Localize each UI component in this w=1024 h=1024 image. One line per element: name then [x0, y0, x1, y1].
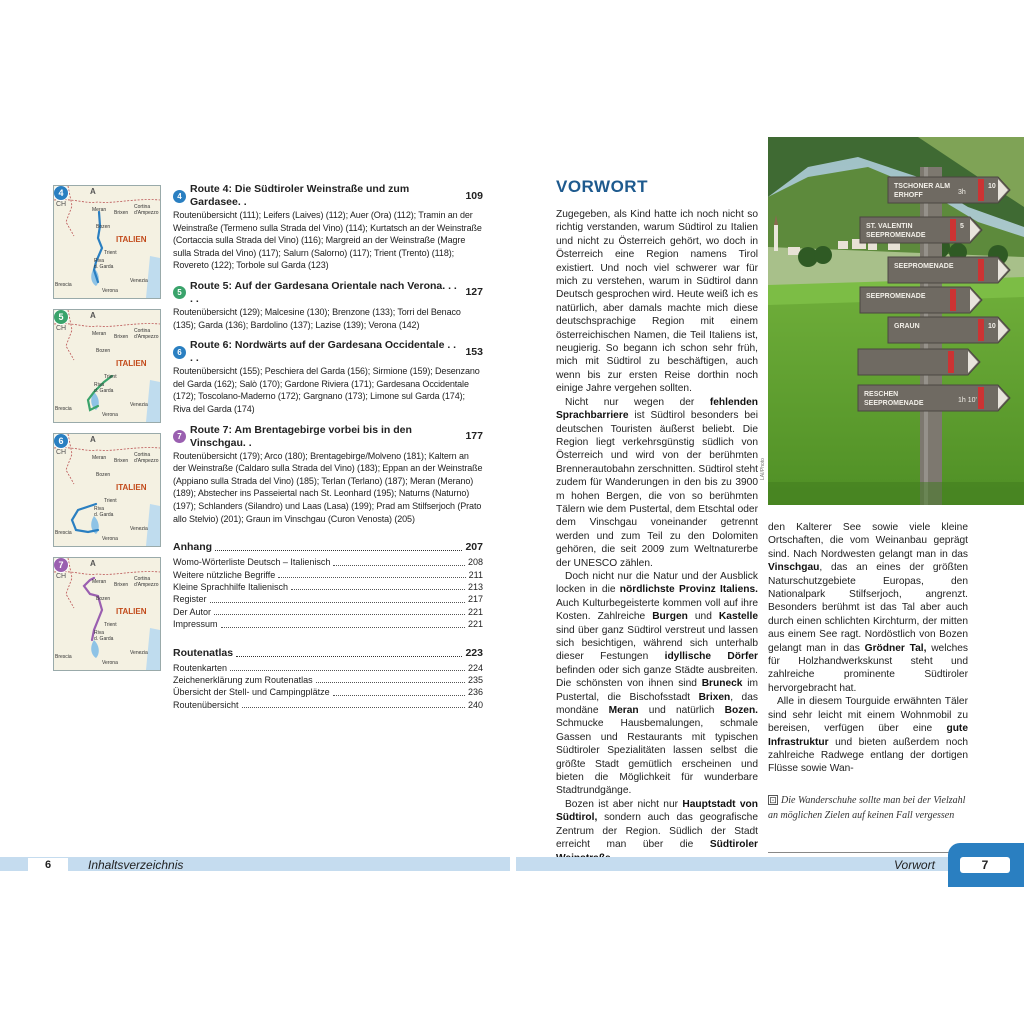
toc-route-5	[173, 280, 483, 331]
label-trient: Trient	[104, 498, 117, 504]
label-verona: Verona	[102, 660, 118, 666]
border-north	[54, 448, 160, 451]
sign-marker	[978, 319, 984, 341]
label-trient: Trient	[104, 622, 117, 628]
label-meran: Meran	[92, 455, 107, 461]
paragraph: Doch nicht nur die Natur und der Ausblick locken in die nördlichste Provinz Italiens. Auch Kulturbegeisterte kommen voll auf ihre Kosten. Zahlreiche Burgen und Kastelle sind über ganz Südtirol verstreut und lassen sich besichtigen, während sich unterhalb dieser Festungen idyllische Dörfer befinden oder sich ganze Städte ausbreiten. Die schönsten von ihnen sind Bruneck im Pustertal, die Bischofsstadt Brixen, das mondäne Meran und natürlich Bozen. Schmucke Hausbemalungen, schmale Gassen und Restaurants mit typischen Südtiroler Spezialitäten lassen selbst die größte Stadt gemütlich erscheinen und bieten die Möglichkeit für wunderbare Stadtrundgänge.	[556, 570, 759, 797]
toc-route-heading	[173, 183, 483, 209]
sign-trail-number: 5	[960, 223, 964, 230]
photo-credit: LAI/Photo	[760, 458, 766, 480]
label-brescia: Brescia	[55, 406, 72, 412]
sign-trail-number: 10	[988, 323, 996, 330]
highlight: Grödner Tal,	[864, 642, 927, 654]
label-cortina: d'Ampezzo	[134, 458, 159, 464]
toc-entry-page: 221	[467, 619, 483, 630]
toc-entry-page: 224	[467, 662, 483, 673]
toc-entry-label: Der Autor	[173, 606, 212, 617]
toc-route-stops: Routenübersicht (179); Arco (180); Brentagebirge/Molveno (181); Kaltern an der Weinstraße (Caldaro sulla Strada del Vino) (183); Eppan an der Weinstraße (Appiano sulla Strada del Vino) (185); Terlan (Terlano) (187); Meran (Merano) (189); Abstecher ins Passeiertal nach St. Leonhard (195); Naturns (Naturno) (197); Schlanders (Silandro) und Laas (Lasa) (199); Prad am Stilfserjoch (Prato allo Stelvio) (201); Graun im Vinschgau (Curon Venosta) (205)	[173, 450, 483, 524]
route-map-5	[53, 309, 161, 423]
sign-text: SEEPROMENADE	[894, 263, 954, 270]
paragraph: Zugegeben, als Kind hatte ich noch nicht so richtig verstanden, warum Südtirol zu Italien und nicht zu Österreich gehört, wo doch in Österreich eine Region namens Tirol existiert. Und noch viel schwerer war für mich zu verstehen, warum in Südtirol dann Deutsch gesprochen wird. Heute weiß ich es natürlich, aber damals machte mich diese deutschsprachige Region mit einem österreichischen Namen, die Teil Italiens ist, neugierig. So begann ich schon sehr früh, mich mit Südtirol zu beschäftigen, auch wenn bis zur ersten Reise dorthin noch einige Jahre vergehen sollten.	[556, 209, 758, 395]
leader-dots	[333, 686, 465, 695]
toc-route-7	[173, 424, 483, 526]
border-north	[54, 324, 160, 327]
highlight: gute Infrastruktur	[768, 723, 968, 748]
label-riva: d. Garda	[94, 512, 114, 518]
toc-route-stops: Routenübersicht (129); Malcesine (130); Brenzone (133); Torri del Benaco (135); Garda (136); Bardolino (137); Lazise (139); Verona (142)	[173, 306, 461, 330]
direction-sign	[888, 177, 1010, 203]
highlight: idyllische Dörfer	[664, 651, 758, 663]
label-a: A	[90, 435, 96, 444]
toc-entry	[173, 581, 483, 593]
border-north	[54, 572, 160, 575]
label-brescia: Brescia	[55, 530, 72, 536]
label-verona: Verona	[102, 288, 118, 294]
label-italien: ITALIEN	[116, 483, 147, 492]
label-meran: Meran	[92, 331, 107, 337]
running-head-left: Inhaltsverzeichnis	[88, 858, 184, 872]
toc-entry-label: Register	[173, 594, 207, 605]
toc-entry	[173, 662, 483, 674]
route-map-6	[53, 433, 161, 547]
label-cortina: d'Ampezzo	[134, 582, 159, 588]
toc-route-heading	[173, 424, 483, 450]
route-number-badge: 7	[173, 430, 186, 443]
label-riva: Riva	[94, 630, 105, 636]
toc-entry-page: 236	[467, 687, 483, 698]
label-meran: Meran	[92, 207, 107, 213]
sign-marker	[948, 351, 954, 373]
sign-board	[858, 349, 980, 375]
label-italien: ITALIEN	[116, 359, 147, 368]
leader-dots	[316, 674, 465, 683]
route-maps	[53, 185, 161, 681]
highlight: nördlichste Provinz Italiens.	[619, 584, 758, 596]
label-verona: Verona	[102, 412, 118, 418]
caption-text: Die Wanderschuhe sollte man bei der Vielzahl an möglichen Zielen auf keinen Fall vergessen	[768, 795, 966, 821]
label-cortina: Cortina	[134, 204, 151, 210]
footer-bar-left	[0, 857, 510, 871]
border-north	[54, 200, 160, 203]
label-meran: Meran	[92, 579, 107, 585]
sign-board	[860, 287, 982, 313]
camera-icon: ⊡	[769, 795, 777, 805]
toc-entry-page: 240	[467, 699, 483, 710]
toc-entry-page: 217	[467, 594, 483, 605]
toc-entry	[173, 606, 483, 618]
label-a: A	[90, 311, 96, 320]
toc-entry-page: 208	[467, 557, 483, 568]
toc-route-page: 177	[465, 430, 483, 443]
label-brixen: Brixen	[114, 210, 129, 216]
route-number-badge: 6	[173, 346, 186, 359]
toc-entry	[173, 618, 483, 630]
sign-duration: 1h 10'	[958, 397, 977, 404]
toc-entry	[173, 674, 483, 686]
toc-entry-label: Weitere nützliche Begriffe	[173, 569, 276, 580]
label-cortina: Cortina	[134, 328, 151, 334]
label-a: A	[90, 559, 96, 568]
sign-duration: 3h	[958, 189, 966, 196]
toc-entry	[173, 686, 483, 698]
label-riva: Riva	[94, 382, 105, 388]
paragraph: den Kalterer See sowie viele kleine Ortschaften, die vom Weinanbau geprägt sind. Nach Nordwesten gelangt man in das Vinschgau, das an eines der größten Naturschutzgebiete Europas, den Nationalpark Stilfserjoch, angrenzt. Besonders berühmt ist das Tal aber auch durch einen schlichten Kirchturm, der mitten aus einem See ragt. Nordöstlich von Bozen gelangt man in das Grödner Tal, welches für Holzhandwerkskunst steht und zahlreiche prominente Südtiroler hervorgebracht hat.	[768, 522, 968, 694]
toc-route-stops: Routenübersicht (155); Peschiera del Garda (156); Sirmione (159); Desenzano del Garda (162); Salò (170); Gardone Riviera (171); Gardesana Occidentale (172); Toscolano-Maderno (172); Gargnano (173); Limone sul Garda (174); Riva del Garda (174)	[173, 366, 480, 414]
label-bozen: Bozen	[96, 596, 111, 602]
map-drawing	[54, 186, 160, 298]
direction-sign	[858, 349, 980, 375]
leader-dots	[214, 606, 465, 615]
vorwort-heading: VORWORT	[556, 177, 648, 196]
sign-marker	[978, 387, 984, 409]
toc-entry-label: Routenkarten	[173, 662, 228, 673]
sign-marker	[950, 289, 956, 311]
label-riva: d. Garda	[94, 636, 114, 642]
leader-dots	[215, 541, 462, 551]
toc-route-heading	[173, 280, 483, 306]
label-bozen: Bozen	[96, 224, 111, 230]
label-italien: ITALIEN	[116, 607, 147, 616]
toc-entry-page: 221	[467, 606, 483, 617]
toc-route-stops: Routenübersicht (111); Leifers (Laives) (112); Auer (Ora) (112); Tramin an der Weinstraße (Termeno sulla Strada del Vino) (114); Kurtatsch an der Weinstraße (Cortaccia sulla Strada del Vino) (116); Margreid an der Weinstraße (Magre sulla Strada del Vino) (117); Salurn (Salorno) (117); Trient (Trento) (118); Rovereto (122); Torbole sul Garda (123)	[173, 210, 482, 271]
label-brixen: Brixen	[114, 458, 129, 464]
leader-dots	[242, 699, 465, 708]
sign-text: RESCHEN	[864, 391, 899, 398]
label-bozen: Bozen	[96, 348, 111, 354]
sign-trail-number: 10	[988, 183, 996, 190]
toc-entry-page: 235	[467, 674, 483, 685]
map-drawing	[54, 310, 160, 422]
leader-dots	[210, 593, 465, 602]
leader-dots	[221, 618, 465, 627]
sea	[146, 628, 160, 670]
hiking-signpost-photo	[768, 137, 1024, 505]
highlight: Vinschgau	[768, 562, 820, 574]
route-map-7	[53, 557, 161, 671]
sign-board	[860, 217, 982, 243]
label-venezia: Venezia	[130, 278, 148, 284]
toc-entry-page: 211	[468, 569, 483, 580]
label-riva: d. Garda	[94, 264, 114, 270]
toc-route-heading	[173, 339, 483, 365]
highlight: Brixen	[698, 691, 731, 703]
toc-route-page: 127	[465, 286, 483, 299]
sign-text: SEEPROMENADE	[864, 400, 924, 407]
running-head-right: Vorwort	[894, 858, 935, 872]
leader-dots	[278, 569, 465, 578]
sea	[146, 380, 160, 422]
sign-text: TSCHONER ALM	[894, 183, 951, 190]
label-brixen: Brixen	[114, 334, 129, 340]
direction-sign	[860, 217, 982, 243]
paragraph: Alle in diesem Tourguide erwähnten Täler sind sehr leicht mit einem Wohnmobil zu bereisen, verfügen über eine gute Infrastruktur und bieten außerdem noch zahlreiche Radwege entlang der dortigen Flüsse sowie Wan-	[768, 696, 968, 775]
label-trient: Trient	[104, 374, 117, 380]
toc-entry-label: Impressum	[173, 619, 218, 630]
toc-section-title: Routenatlas	[173, 646, 234, 659]
sign-marker	[978, 259, 984, 281]
paragraph: Bozen ist aber nicht nur Hauptstadt von Südtirol, sondern auch das geografische Zentrum der Region. Südlich der Stadt erreicht man über die Südtiroler	[556, 798, 758, 865]
leader-dots	[333, 556, 465, 565]
toc-route-page: 109	[465, 189, 483, 202]
highlight: Südtiroler	[709, 839, 758, 851]
label-brescia: Brescia	[55, 654, 72, 660]
sign-text: ERHOFF	[894, 192, 923, 199]
route-badge: 4	[53, 185, 69, 201]
sign-board	[858, 385, 1010, 411]
highlight: Kastelle	[718, 611, 758, 623]
lake-garda	[91, 640, 99, 658]
label-verona: Verona	[102, 536, 118, 542]
highlight: Bruneck	[701, 678, 743, 690]
highlight: fehlenden Sprachbarriere	[556, 396, 758, 422]
label-ch: CH	[56, 325, 67, 332]
route-number-badge: 5	[173, 286, 186, 299]
highlight: Bozen.	[724, 705, 759, 717]
label-a: A	[90, 187, 96, 196]
route-map-4	[53, 185, 161, 299]
table-of-contents	[173, 183, 483, 711]
sign-marker	[978, 179, 984, 201]
sign-board	[888, 177, 1010, 203]
toc-route-title: Route 5: Auf der Gardesana Orientale nach Verona. . . . .	[190, 279, 457, 305]
label-riva: Riva	[94, 258, 105, 264]
sign-board	[888, 257, 1010, 283]
toc-entry-label: Womo-Wörterliste Deutsch – Italienisch	[173, 557, 331, 568]
sign-text: ST. VALENTIN	[866, 223, 913, 230]
toc-route-title: Route 6: Nordwärts auf der Gardesana Occidentale . . . .	[190, 339, 457, 365]
toc-route-title: Route 4: Die Südtiroler Weinstraße und zum Gardasee. .	[190, 183, 410, 208]
toc-entry-label: Kleine Sprachhilfe Italienisch	[173, 581, 289, 592]
toc-entry-page: 213	[467, 581, 483, 592]
label-ch: CH	[56, 201, 67, 208]
sea	[146, 256, 160, 298]
toc-section-heading	[173, 647, 483, 660]
label-riva: d. Garda	[94, 388, 114, 394]
toc-section-heading	[173, 541, 483, 554]
signpost-photo-svg	[768, 137, 1024, 505]
toc-entry-label: Routenübersicht	[173, 699, 239, 710]
sign-text: GRAUN	[894, 323, 920, 330]
label-bozen: Bozen	[96, 472, 111, 478]
sign-marker	[950, 219, 956, 241]
toc-route-page: 153	[465, 345, 483, 358]
label-venezia: Venezia	[130, 650, 148, 656]
label-brescia: Brescia	[55, 282, 72, 288]
caption-rule	[768, 852, 956, 853]
label-cortina: Cortina	[134, 452, 151, 458]
photo-caption	[768, 793, 968, 823]
sign-board	[888, 317, 1010, 343]
label-cortina: d'Ampezzo	[134, 334, 159, 340]
route-badge: 7	[53, 557, 69, 573]
toc-section-page: 207	[465, 541, 483, 554]
route-badge: 5	[53, 309, 69, 325]
sea	[146, 504, 160, 546]
paragraph: Nicht nur wegen der fehlenden Sprachbarriere ist Südtirol besonders bei deutschen Touristen äußerst beliebt. Die Region liegt verkehrsgünstig südlich von Österreich und wird von der berühmten Brennerautobahn zerschnitten. Südtirol steht zudem für Wanderungen in den bis zu 3900 m hohen Bergen, die von so berühmten Tälern wie dem Pustertal, dem Etschtal oder dem Vinschgau voneinander getrennt werden und zum Teil zu den Dolomiten gehören, die seit 2009 zum Weltnaturerbe der UNESCO zählen.	[556, 396, 758, 569]
toc-entry-label: Zeichenerklärung zum Routenatlas	[173, 674, 313, 685]
toc-section-title: Anhang	[173, 541, 213, 554]
leader-dots	[291, 581, 465, 590]
vorwort-column-1	[556, 208, 758, 865]
toc-entry	[173, 593, 483, 605]
direction-sign	[860, 287, 982, 313]
label-cortina: Cortina	[134, 576, 151, 582]
sign-text: SEEPROMENADE	[866, 293, 926, 300]
page-number-right: 7	[960, 857, 1010, 873]
sign-text: SEEPROMENADE	[866, 232, 926, 239]
label-brixen: Brixen	[114, 582, 129, 588]
toc-route-6	[173, 339, 483, 415]
map-drawing	[54, 558, 160, 670]
toc-entry	[173, 556, 483, 568]
route-badge: 6	[53, 433, 69, 449]
label-riva: Riva	[94, 506, 105, 512]
label-venezia: Venezia	[130, 526, 148, 532]
highlight: Hauptstadt von Südtirol,	[556, 798, 758, 824]
map-drawing	[54, 434, 160, 546]
footer-bar-right	[516, 857, 956, 871]
toc-section-anhang	[173, 541, 483, 630]
toc-section-page: 223	[465, 646, 483, 659]
toc-section-routenatlas	[173, 647, 483, 712]
toc-route-4	[173, 183, 483, 272]
leader-dots	[230, 662, 465, 671]
label-venezia: Venezia	[130, 402, 148, 408]
vorwort-column-2	[768, 521, 968, 776]
toc-route-title: Route 7: Am Brentagebirge vorbei bis in den Vinschgau. .	[190, 423, 412, 449]
highlight: Meran	[608, 705, 639, 717]
label-ch: CH	[56, 449, 67, 456]
highlight: Burgen	[652, 611, 688, 623]
direction-sign	[888, 317, 1010, 343]
direction-sign	[858, 385, 1010, 411]
toc-entry	[173, 569, 483, 581]
leader-dots	[236, 647, 462, 657]
route-number-badge: 4	[173, 190, 186, 203]
label-ch: CH	[56, 573, 67, 580]
label-italien: ITALIEN	[116, 235, 147, 244]
toc-entry-label: Übersicht der Stell- und Campingplätze	[173, 687, 330, 698]
toc-entry	[173, 699, 483, 711]
direction-sign	[888, 257, 1010, 283]
label-trient: Trient	[104, 250, 117, 256]
page-number-left: 6	[28, 858, 68, 872]
label-cortina: d'Ampezzo	[134, 210, 159, 216]
